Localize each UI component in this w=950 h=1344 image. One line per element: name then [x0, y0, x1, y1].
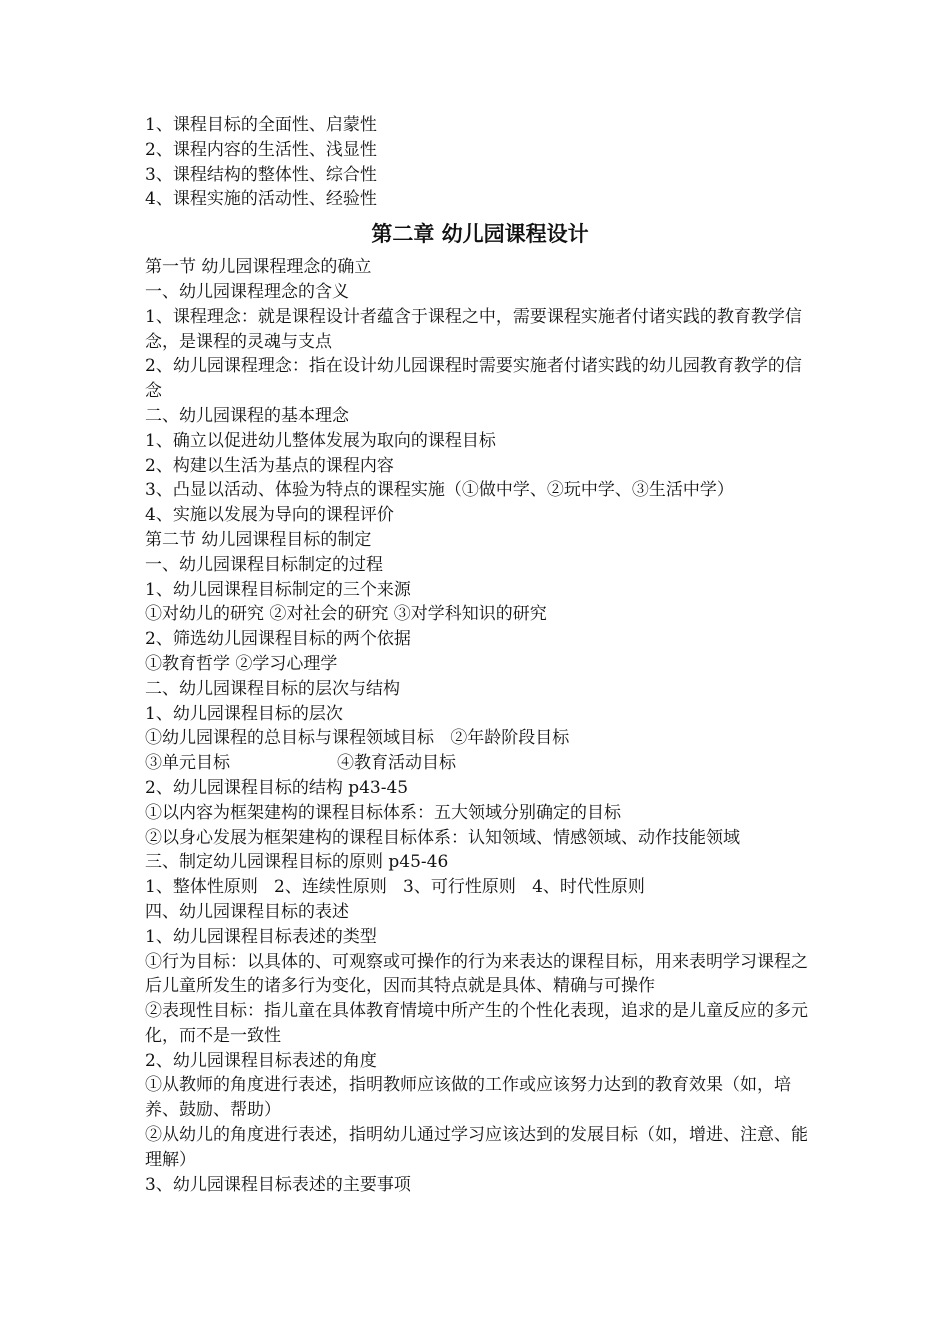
intro-list-item: 3、课程结构的整体性、综合性 [145, 164, 377, 185]
subpoint: 2、筛选幼儿园课程目标的两个依据 [145, 629, 411, 650]
subpoint: 2、幼儿园课程目标表述的角度 [145, 1050, 377, 1071]
intro-list-item: 2、课程内容的生活性、浅显性 [145, 139, 377, 160]
principle-item: 4、实施以发展为导向的课程评价 [145, 505, 394, 526]
intro-list-item: 1、课程目标的全面性、启蒙性 [145, 115, 377, 135]
principle-list: 1、整体性原则 2、连续性原则 3、可行性原则 4、时代性原则 [145, 877, 645, 898]
definition-paragraph: 1、课程理念：就是课程设计者蕴含于课程之中，需要课程实施者付诸实践的教育教学信念，是课程的灵魂与支点 [145, 306, 802, 352]
chapter-title: 第二章 幼儿园课程设计 [371, 221, 589, 247]
subpoint: 3、幼儿园课程目标表述的主要事项 [145, 1174, 411, 1195]
level-unit-goal: ③单元目标 [145, 753, 230, 774]
level-activity-goal: ④教育活动目标 [337, 753, 456, 774]
subpoint-items: ①对幼儿的研究 ②对社会的研究 ③对学科知识的研究 [145, 604, 547, 625]
part-title: 四、幼儿园课程目标的表述 [145, 901, 349, 922]
subpoint-items: ①教育哲学 ②学习心理学 [145, 653, 338, 674]
perspective-paragraph: ②从幼儿的角度进行表述，指明幼儿通过学习应该达到的发展目标（如，增进、注意、能理解） [145, 1125, 808, 1170]
subpoint: 1、幼儿园课程目标的层次 [145, 703, 343, 724]
intro-list-item: 4、课程实施的活动性、经验性 [145, 189, 377, 210]
document-page [145, 113, 815, 1197]
part-title: 二、幼儿园课程目标的层次与结构 [145, 678, 400, 699]
definition-paragraph: 2、幼儿园课程理念：指在设计幼儿园课程时需要实施者付诸实践的幼儿园教育教学的信念 [145, 356, 802, 402]
part-title: 二、幼儿园课程的基本理念 [145, 405, 349, 426]
subpoint-items: ①以内容为框架建构的课程目标体系：五大领域分别确定的目标 [145, 802, 621, 823]
part-title: 一、幼儿园课程理念的含义 [145, 281, 349, 302]
subpoint: 2、幼儿园课程目标的结构 p43-45 [145, 777, 409, 798]
perspective-paragraph: ①从教师的角度进行表述，指明教师应该做的工作或应该努力达到的教育效果（如，培养、鼓励、帮助） [145, 1075, 791, 1121]
section-title: 第一节 幼儿园课程理念的确立 [145, 257, 372, 278]
goal-type-paragraph: ②表现性目标：指儿童在具体教育情境中所产生的个性化表现，追求的是儿童反应的多元化，而不是一致性 [145, 1001, 808, 1046]
part-title: 一、幼儿园课程目标制定的过程 [145, 554, 383, 575]
part-title: 三、制定幼儿园课程目标的原则 p45-46 [145, 852, 449, 873]
goal-type-paragraph: ①行为目标：以具体的、可观察或可操作的行为来表达的课程目标，用来表明学习课程之后儿童所发生的诸多行为变化，因而其特点就是具体、精确与可操作 [145, 951, 808, 997]
subpoint-items-row [145, 751, 815, 776]
principle-item: 2、构建以生活为基点的课程内容 [145, 455, 394, 476]
subpoint-items: ②以身心发展为框架建构的课程目标体系：认知领域、情感领域、动作技能领域 [145, 827, 740, 848]
subpoint-items: ①幼儿园课程的总目标与课程领域目标 ②年龄阶段目标 [145, 728, 570, 749]
subpoint: 1、幼儿园课程目标制定的三个来源 [145, 579, 411, 600]
subpoint: 1、幼儿园课程目标表述的类型 [145, 926, 377, 947]
section-title: 第二节 幼儿园课程目标的制定 [145, 529, 372, 550]
principle-item: 1、确立以促进幼儿整体发展为取向的课程目标 [145, 430, 496, 451]
principle-item: 3、凸显以活动、体验为特点的课程实施（①做中学、②玩中学、③生活中学） [145, 480, 734, 501]
